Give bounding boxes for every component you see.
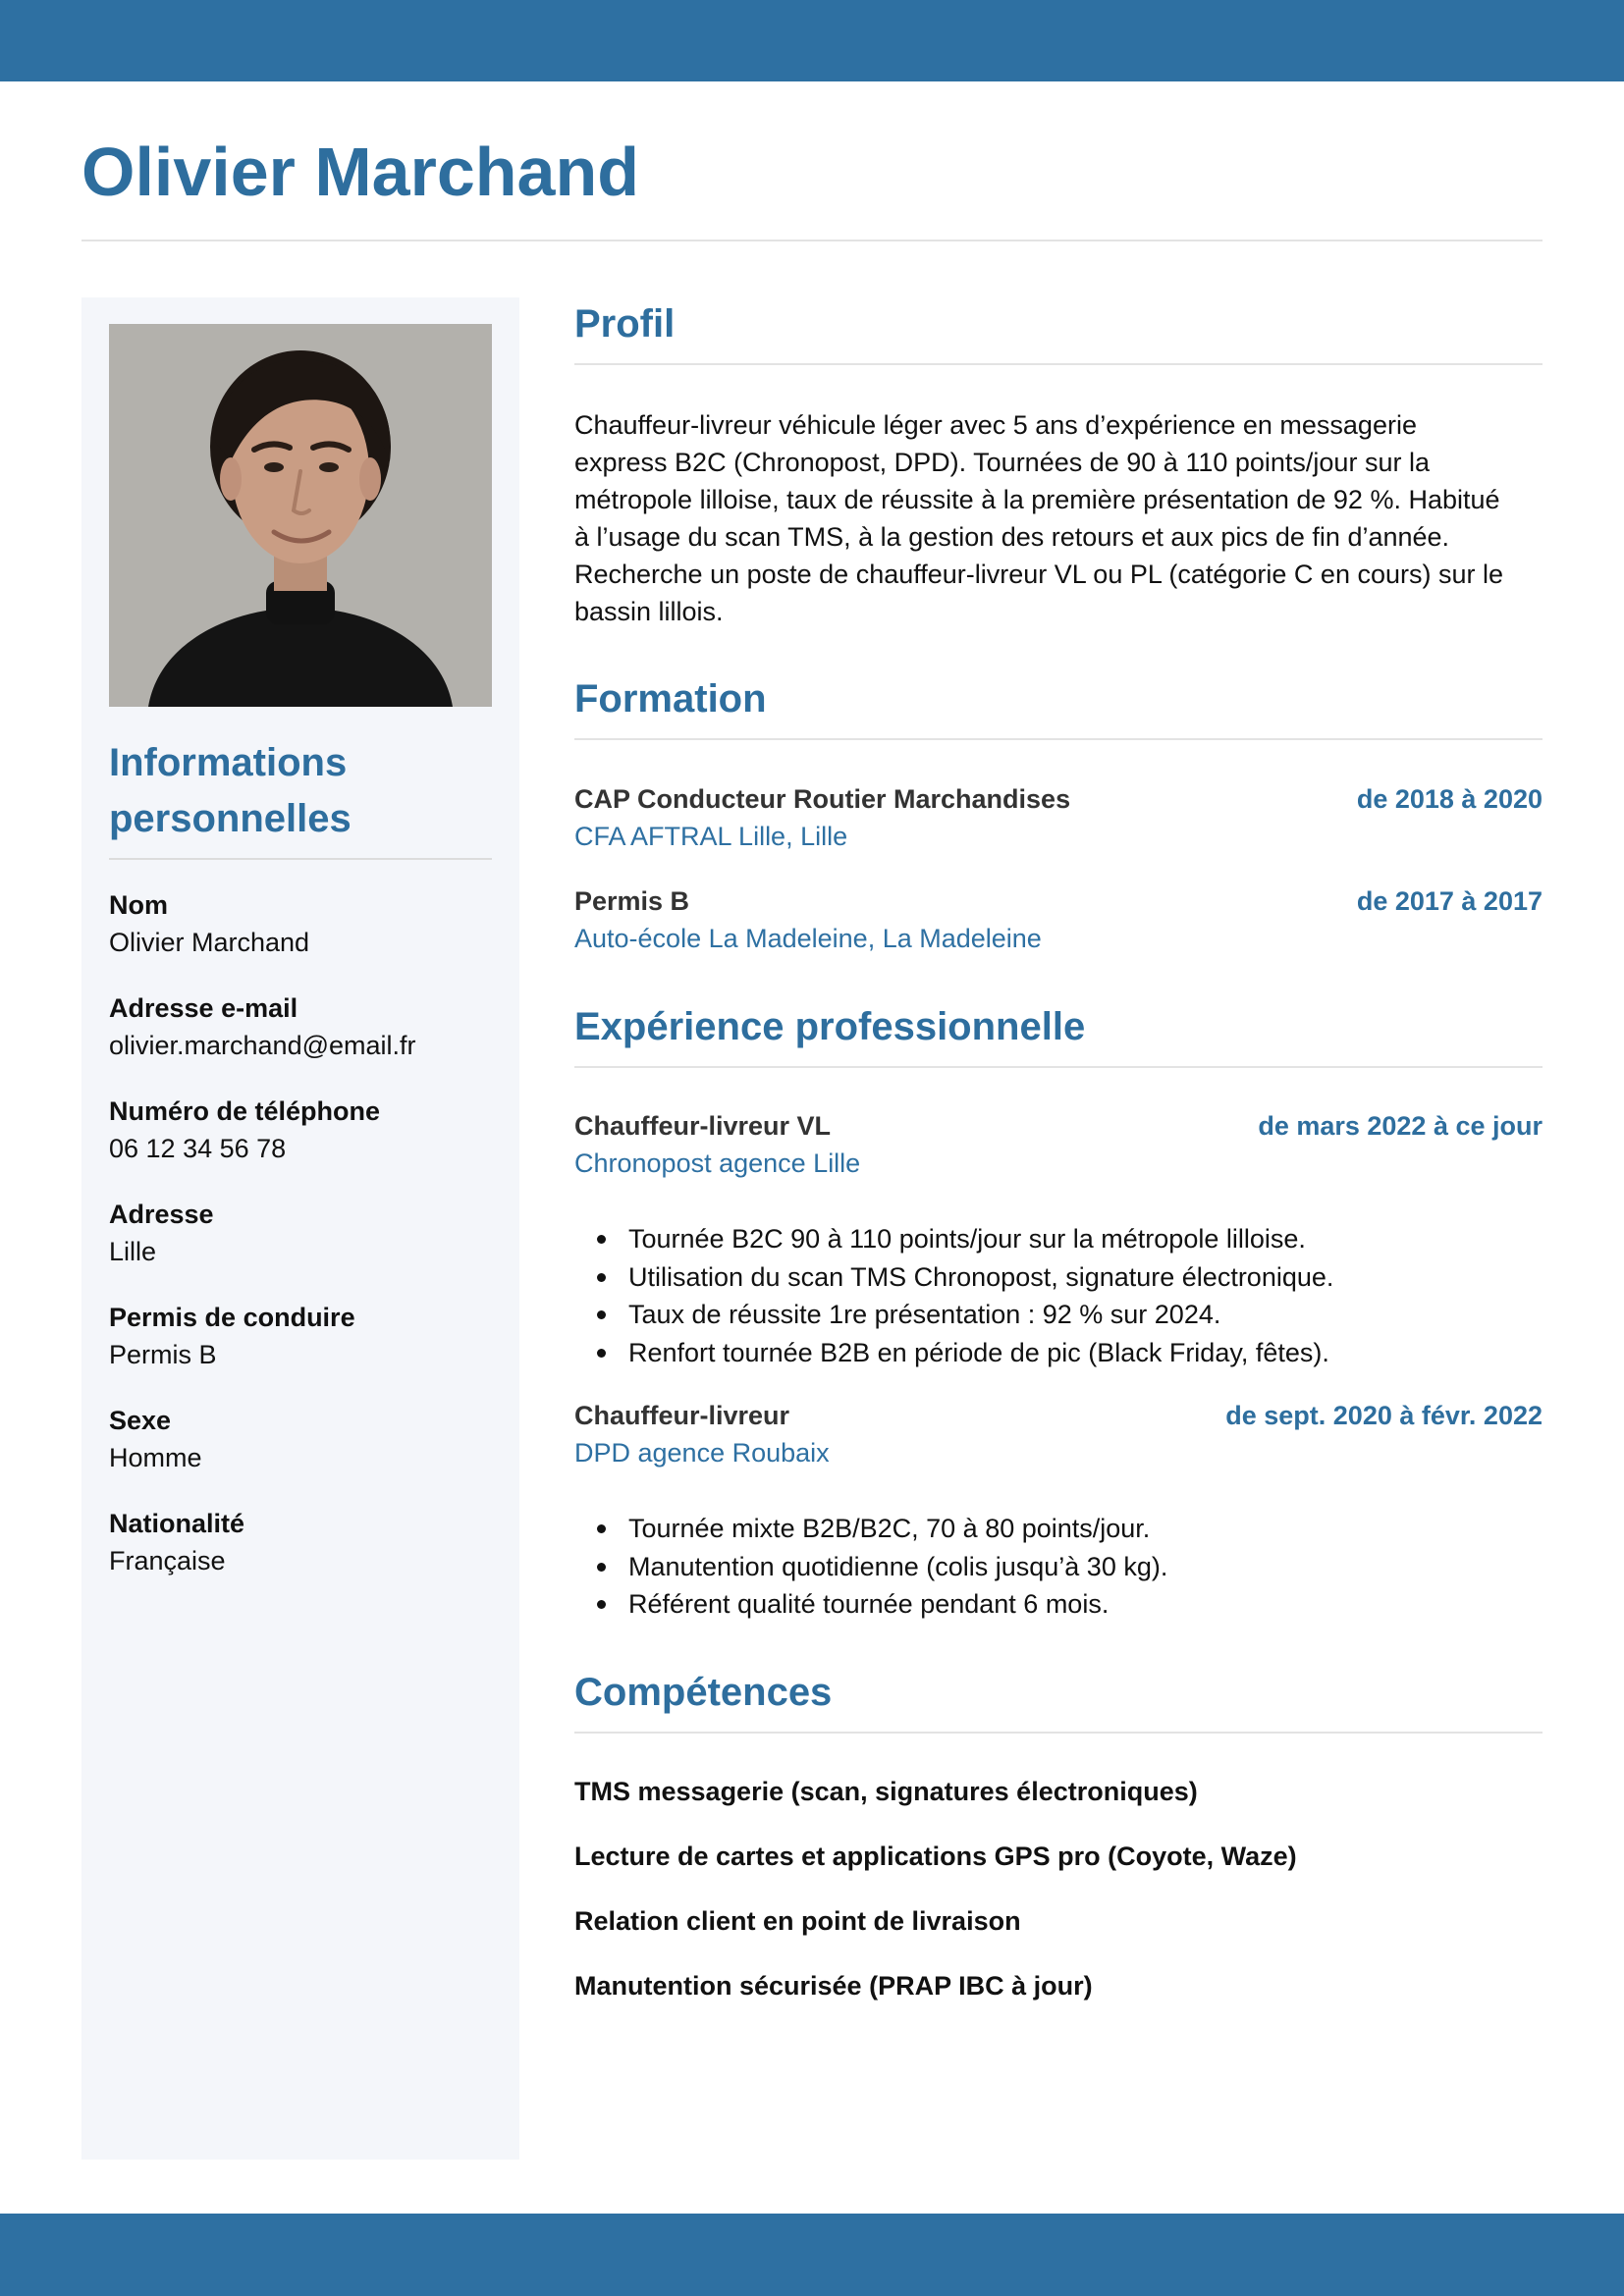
info-item-address [109, 1196, 502, 1270]
bullet-item: Renfort tournée B2B en période de pic (Black Friday, fêtes). [574, 1334, 1543, 1372]
info-label: Sexe [109, 1406, 172, 1435]
info-label: Permis de conduire [109, 1303, 355, 1332]
info-value: Permis B [109, 1340, 217, 1369]
bullet-item: Manutention quotidienne (colis jusqu’à 30 kg). [574, 1548, 1543, 1586]
profile-line: à l’usage du scan TMS, à la gestion des retours et aux pics de fin d’année. [574, 522, 1450, 552]
info-value: Olivier Marchand [109, 928, 310, 957]
bullet-item: Référent qualité tournée pendant 6 mois. [574, 1585, 1543, 1624]
info-value: olivier.marchand@email.fr [109, 1031, 416, 1060]
profile-line: express B2C (Chronopost, DPD). Tournées de 90 à 110 points/jour sur la [574, 448, 1430, 477]
bullet-item: Tournée B2C 90 à 110 points/jour sur la métropole lilloise. [574, 1220, 1543, 1258]
info-label: Numéro de téléphone [109, 1096, 381, 1126]
bullet-dot-icon [597, 1563, 606, 1572]
info-label: Adresse [109, 1200, 214, 1229]
education-entry [574, 882, 1543, 957]
entry-organization: CFA AFTRAL Lille, Lille [574, 822, 848, 851]
experience-bullets [574, 1510, 1543, 1624]
entry-dates: de 2018 à 2020 [1356, 784, 1543, 814]
profile-heading: Profil [574, 302, 676, 346]
candidate-name: Olivier Marchand [81, 133, 639, 210]
personal-info-heading: Informations personnelles [109, 741, 352, 840]
bullet-dot-icon [597, 1310, 606, 1319]
bullet-dot-icon [597, 1349, 606, 1358]
bullet-dot-icon [597, 1524, 606, 1533]
personal-info-list [109, 886, 502, 1608]
experience-entry [574, 1107, 1543, 1182]
entry-title: CAP Conducteur Routier Marchandises [574, 784, 1071, 814]
bullet-item: Tournée mixte B2B/B2C, 70 à 80 points/jour. [574, 1510, 1543, 1548]
skill-item: TMS messagerie (scan, signatures électroniques) [574, 1777, 1198, 1806]
info-value: Française [109, 1546, 226, 1575]
experience-bullets [574, 1220, 1543, 1371]
info-item-nationality [109, 1505, 502, 1579]
bullet-dot-icon [597, 1600, 606, 1609]
entry-dates: de mars 2022 à ce jour [1258, 1111, 1543, 1141]
bullet-dot-icon [597, 1235, 606, 1244]
education-entry [574, 780, 1543, 855]
entry-title: Chauffeur-livreur VL [574, 1111, 832, 1141]
info-label: Nationalité [109, 1509, 245, 1538]
profile-divider [574, 363, 1543, 365]
skill-item: Manutention sécurisée (PRAP IBC à jour) [574, 1971, 1093, 2001]
profile-photo [109, 324, 492, 707]
entry-dates: de 2017 à 2017 [1356, 886, 1543, 916]
profile-line: bassin lillois. [574, 597, 724, 626]
info-item-gender [109, 1402, 502, 1476]
experience-divider [574, 1066, 1543, 1068]
bullet-item: Utilisation du scan TMS Chronopost, signature électronique. [574, 1258, 1543, 1297]
profile-summary [574, 406, 1543, 630]
info-value: Lille [109, 1237, 157, 1266]
info-value: 06 12 34 56 78 [109, 1134, 287, 1163]
profile-line: Recherche un poste de chauffeur-livreur VL ou PL (catégorie C en cours) sur le [574, 560, 1504, 589]
skills-divider [574, 1732, 1543, 1734]
entry-organization: Chronopost agence Lille [574, 1148, 861, 1178]
bottom-banner [0, 2214, 1624, 2296]
info-value: Homme [109, 1443, 202, 1472]
entry-organization: Auto-école La Madeleine, La Madeleine [574, 924, 1042, 953]
experience-heading: Expérience professionnelle [574, 1005, 1086, 1048]
entry-organization: DPD agence Roubaix [574, 1438, 830, 1468]
info-item-email [109, 989, 502, 1064]
education-divider [574, 738, 1543, 740]
skill-item: Lecture de cartes et applications GPS pro (Coyote, Waze) [574, 1842, 1297, 1871]
personal-info-divider [109, 858, 492, 860]
title-divider [81, 240, 1543, 241]
top-banner [0, 0, 1624, 81]
skills-heading: Compétences [574, 1671, 833, 1714]
info-item-name [109, 886, 502, 961]
info-label: Adresse e-mail [109, 993, 298, 1023]
profile-line: métropole lilloise, taux de réussite à la première présentation de 92 %. Habitué [574, 485, 1500, 514]
bullet-item: Taux de réussite 1re présentation : 92 % sur 2024. [574, 1296, 1543, 1334]
bullet-dot-icon [597, 1273, 606, 1282]
entry-title: Chauffeur-livreur [574, 1401, 790, 1430]
sidebar [81, 297, 519, 2160]
profile-line: Chauffeur-livreur véhicule léger avec 5 ans d’expérience en messagerie [574, 410, 1417, 440]
experience-entry [574, 1397, 1543, 1471]
education-heading: Formation [574, 677, 767, 721]
entry-dates: de sept. 2020 à févr. 2022 [1225, 1401, 1543, 1430]
info-label: Nom [109, 890, 168, 920]
info-item-license [109, 1299, 502, 1373]
entry-title: Permis B [574, 886, 690, 916]
info-item-phone [109, 1093, 502, 1167]
skill-item: Relation client en point de livraison [574, 1906, 1021, 1936]
